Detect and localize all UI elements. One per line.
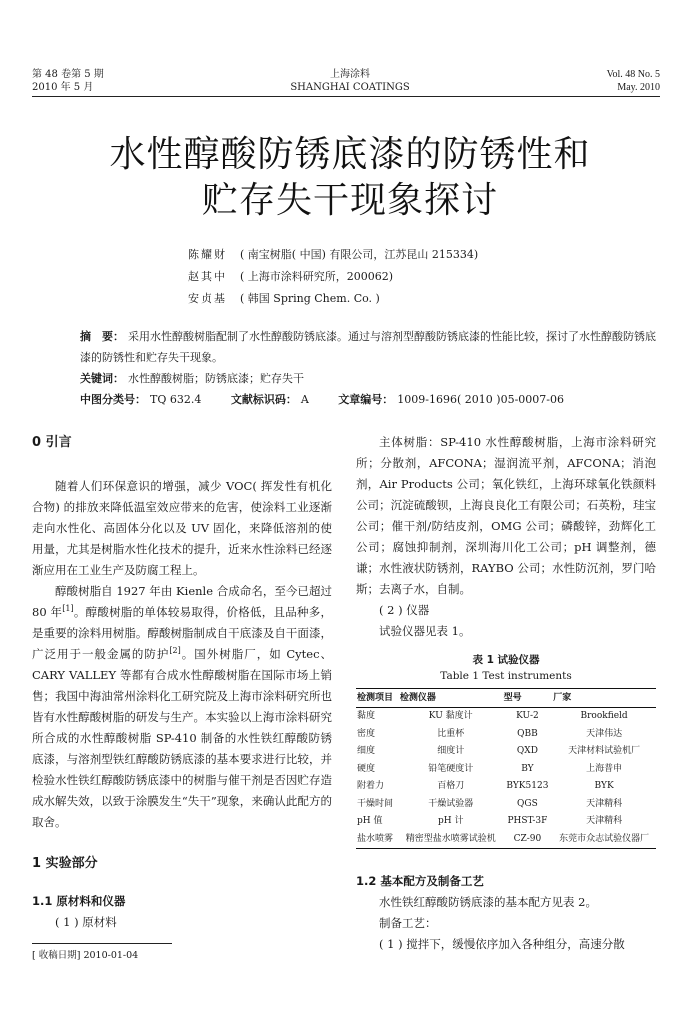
intro-p2-part-a: 醇酸树脂自 1927 年由 Kienle 合成命名，至今已超过 80 年 <box>32 584 332 619</box>
table-cell: BYK5123 <box>506 781 549 791</box>
keywords-label: 关键词： <box>80 372 124 385</box>
subsection-1-1-heading: 1.1 原材料和仪器 <box>32 894 126 908</box>
keywords-value: 水性醇酸树脂；防锈底漆；贮存失干 <box>128 372 304 385</box>
instruments-table <box>356 688 656 849</box>
author-affiliation: ( 韩国 Spring Chem. Co. ) <box>240 292 380 305</box>
abstract-body: 采用水性醇酸树脂配制了水性醇酸防锈底漆。通过与溶剂型醇酸防锈底漆的性能比较，探讨了水性醇酸防锈底漆的防锈性和贮存失干现象。 <box>80 330 656 364</box>
table-cell: 精密型盐水喷雾试验机 <box>399 831 503 849</box>
table-cell: CZ-90 <box>503 831 553 849</box>
table-cell: 天津精科 <box>586 798 623 809</box>
doc-code-value: A <box>300 393 309 406</box>
article-no-value: 1009-1696( 2010 )05-0007-06 <box>397 393 564 406</box>
table-cell: pH 值 <box>357 816 383 826</box>
table-row <box>356 743 656 761</box>
header-date-en: May. 2010 <box>617 82 660 93</box>
right-column <box>356 432 656 955</box>
table-cell: 天津精科 <box>586 816 623 826</box>
author-row <box>188 266 478 288</box>
table-cell: 天津材料试验机厂 <box>568 746 641 756</box>
table-cell: 黏度 <box>357 711 376 721</box>
table-cell: 百格刀 <box>437 781 465 791</box>
table-row <box>356 796 656 814</box>
table-cell: 上海普申 <box>586 763 623 774</box>
article-title <box>0 132 700 224</box>
instruments-text: 试验仪器见表 1。 <box>379 624 471 638</box>
table-row <box>356 726 656 744</box>
section-0-heading: 0 引言 <box>32 435 72 450</box>
article-no-label: 文章编号： <box>338 393 394 406</box>
table-cell: 细度计 <box>437 746 465 756</box>
author-affiliation: ( 上海市涂料研究所，200062) <box>240 270 394 283</box>
table-header-cell: 型号 <box>503 689 553 708</box>
table-row <box>356 831 656 849</box>
author-name: 赵其中 <box>188 270 227 283</box>
section-1-heading: 1 实验部分 <box>32 856 98 871</box>
table-cell: QGS <box>517 798 538 809</box>
table-cell: QXD <box>516 746 538 756</box>
table-1 <box>356 652 656 849</box>
clc-label: 中图分类号： <box>80 393 146 406</box>
author-name: 安贞基 <box>188 292 227 305</box>
table-cell: pH 计 <box>437 816 464 826</box>
table-cell: 铅笔硬度计 <box>428 763 474 774</box>
table-cell: 比重杯 <box>437 728 465 739</box>
abstract-label: 摘 要： <box>80 330 124 343</box>
keywords-row <box>56 368 662 389</box>
table-row <box>356 761 656 779</box>
table-cell: 密度 <box>357 728 376 739</box>
intro-paragraph-2 <box>32 581 332 833</box>
author-row <box>188 288 478 310</box>
header-journal-zh: 上海涂料 <box>330 69 370 80</box>
doc-code-label: 文献标识码： <box>230 393 297 406</box>
table-header-row <box>356 689 656 708</box>
received-date-footnote: [ 收稿日期] 2010-01-04 <box>32 950 139 961</box>
title-line-1: 水性醇酸防锈底漆的防锈性和 <box>109 134 591 175</box>
header-journal-name <box>0 68 700 94</box>
table-cell: BYK <box>594 781 614 791</box>
citation-1: [1] <box>62 604 74 614</box>
abstract-block <box>56 326 662 410</box>
left-column <box>32 432 332 933</box>
header-date: 2010 年 5 月 <box>32 82 94 93</box>
instruments-label: ( 2 ) 仪器 <box>379 603 430 617</box>
header-issue-info-en <box>607 68 660 94</box>
author-list <box>188 244 478 310</box>
intro-p2-part-c: 。国外树脂厂，如 Cytec、CARY VALLEY 等都有合成水性醇酸树脂在国际市场上销售；我国中海油常州涂料化工研究院及上海市涂料研究所也皆有水性醇酸树脂的研发与生产。本实验以上海市涂料研究所合成的水性醇酸树脂 SP-410 制备的水性铁红醇酸防锈底漆，与溶剂型铁红醇酸防锈底漆的基本要求进行比较，并检验水性铁红醇酸防锈底漆中的树脂与催干剂是否因贮存造成水解失效，以致于涂膜发生“失干”现象，来确认此配方的取舍。 <box>32 647 332 829</box>
table-cell: Brookfield <box>580 711 628 721</box>
table-cell: 硬度 <box>357 763 376 774</box>
table-cell: 东莞市众志试验仪器厂 <box>552 831 656 849</box>
table-header-cell: 厂家 <box>552 689 656 708</box>
table-cell: 天津伟达 <box>586 728 623 739</box>
abstract-text <box>56 326 662 368</box>
citation-2: [2] <box>169 646 181 656</box>
table-header-cell: 检测仪器 <box>399 689 503 708</box>
table-row <box>356 778 656 796</box>
author-affiliation: ( 南宝树脂( 中国) 有限公司，江苏昆山 215334) <box>240 248 479 261</box>
formula-text: 水性铁红醇酸防锈底漆的基本配方见表 2。 <box>379 895 597 909</box>
table-row <box>356 813 656 831</box>
table-cell: QBB <box>517 728 538 739</box>
header-journal-en: SHANGHAI COATINGS <box>290 82 410 93</box>
table-row <box>356 708 656 726</box>
header-volume-en: Vol. 48 No. 5 <box>606 69 660 80</box>
header-volume: 第 48 卷第 5 期 <box>32 69 104 80</box>
title-line-2: 贮存失干现象探讨 <box>201 180 498 221</box>
table-cell: 干燥试验器 <box>428 798 474 809</box>
raw-materials-text: 主体树脂：SP-410 水性醇酸树脂，上海市涂料研究所；分散剂，AFCONA；湿润流平剂，AFCONA；消泡剂，Air Products 公司；氧化铁红，上海环球氧化铁颜料公司；沉淀硫酸钡，上海良良化工有限公司；石英粉，珪宝公司；催干剂/防结皮剂，OMG 公司；磷酸锌，劲辉化工公司；腐蚀抑制剂，深圳海川化工公司；pH 调整剂，德谦；水性液状防锈剂，RAYBO 公司；水性防沉剂，罗门哈斯；去离子水，自制。 <box>356 435 656 596</box>
table-cell: 盐水喷雾 <box>356 831 399 849</box>
table-cell: KU 黏度计 <box>428 711 473 721</box>
subsection-1-2-heading: 1.2 基本配方及制备工艺 <box>356 874 484 888</box>
table-cell: PHST-3F <box>507 816 548 826</box>
intro-paragraph-1: 随着人们环保意识的增强，减少 VOC( 挥发性有机化合物) 的排放来降低温室效应带来的危害，使涂料工业逐渐走向水性化、高固体分化以及 UV 固化，来降低溶剂的使用量，尤其是树脂水性化技术的提升，近来水性涂料已经逐渐应用在工业生产及防腐工程上。 <box>32 479 332 577</box>
classification-row <box>56 389 662 410</box>
process-step-1: ( 1 ) 搅拌下，缓慢依序加入各种组分，高速分散 <box>379 937 625 951</box>
footnote-divider <box>32 943 172 944</box>
clc-value: TQ 632.4 <box>150 393 202 406</box>
table-cell: 细度 <box>357 746 376 756</box>
process-label: 制备工艺： <box>379 916 437 930</box>
author-name: 陈耀财 <box>188 248 227 261</box>
intro-p2-part-b: 。醇酸树脂的单体较易取得，价格低，且品种多，是重要的涂料用树脂。醇酸树脂制成自干底漆及自干面漆，广泛用于一般金属的防护 <box>32 605 332 661</box>
raw-materials-label: ( 1 ) 原材料 <box>55 915 117 929</box>
author-row <box>188 244 478 266</box>
table-header-cell: 检测项目 <box>356 689 399 708</box>
table-1-caption-en: Table 1 Test instruments <box>440 670 572 682</box>
header-divider <box>32 96 660 97</box>
table-cell: KU-2 <box>516 711 539 721</box>
table-cell: 附着力 <box>357 781 385 791</box>
table-cell: BY <box>521 763 534 774</box>
table-cell: 干燥时间 <box>357 798 394 809</box>
table-1-caption-zh: 表 1 试验仪器 <box>472 654 540 666</box>
